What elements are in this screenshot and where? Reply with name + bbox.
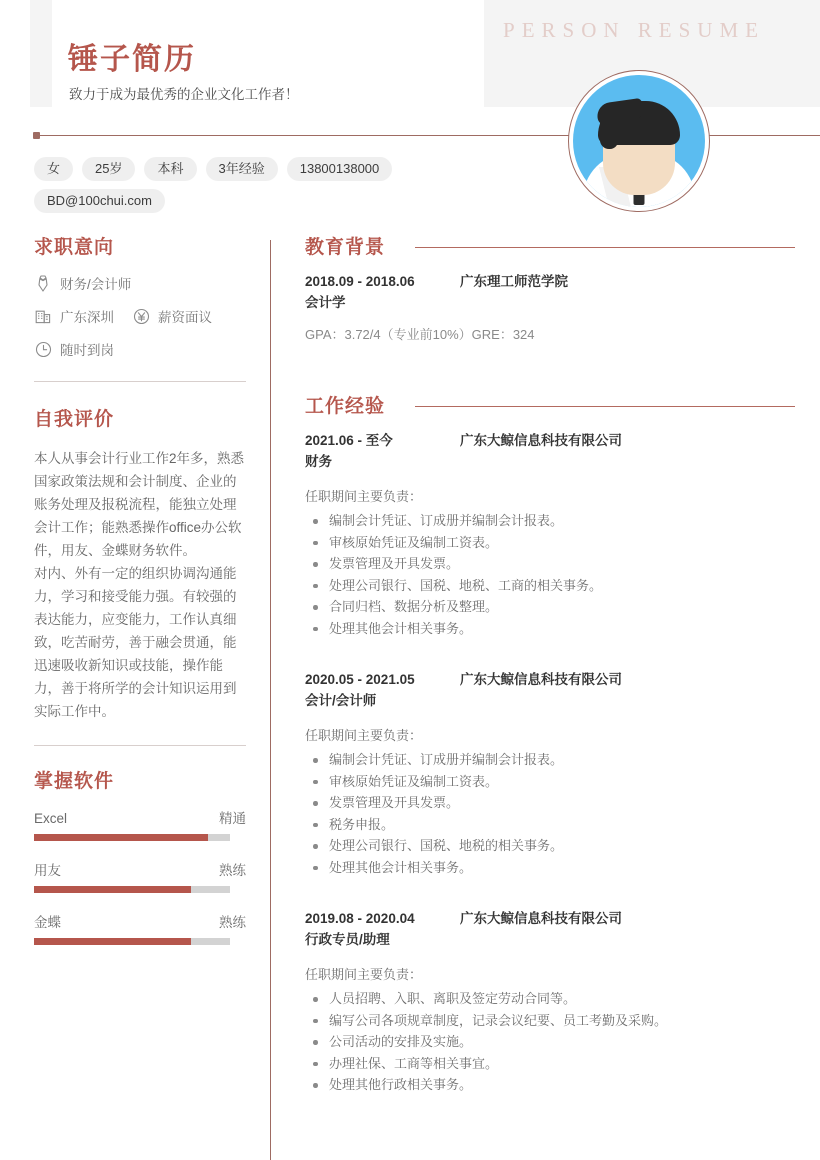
tag-education: 本科 (144, 157, 196, 181)
header-panel-left (30, 0, 52, 107)
skill-bar-track (34, 938, 230, 945)
experience-company: 广东大鲸信息科技有限公司 (460, 433, 622, 448)
experience-duty-item: 公司活动的安排及实施。 (305, 1031, 795, 1053)
self-evaluation-paragraph-2: 对内、外有一定的组织协调沟通能力，学习和接受能力强。有较强的表达能力，应变能力，工作认真细致，吃苦耐劳，善于融会贯通，能迅速吸收新知识或技能，操作能力，善于将所学的会计知识运用到实际工作中。 (34, 566, 237, 719)
skill-item (34, 807, 246, 841)
experience-duty-heading: 任职期间主要负责： (305, 967, 423, 982)
job-intention-salary-label: 薪资面议 (158, 310, 212, 325)
experience-entry (305, 430, 795, 639)
experience-duty-heading: 任职期间主要负责： (305, 489, 423, 504)
skill-name: Excel (34, 811, 68, 826)
section-title-self-evaluation: 自我评价 (34, 409, 115, 430)
job-intention-availability-label: 随时到岗 (60, 343, 114, 358)
skill-bar-fill (34, 886, 191, 893)
tag-phone: 13800138000 (287, 157, 393, 181)
skill-item (34, 911, 246, 945)
education-school: 广东理工师范学院 (460, 274, 568, 289)
experience-duty-item: 审核原始凭证及编制工资表。 (305, 532, 795, 554)
experience-duty-item: 处理公司银行、国税、地税、工商的相关事务。 (305, 575, 795, 597)
resume-body (0, 232, 820, 1160)
section-title-experience: 工作经验 (305, 396, 386, 417)
section-title-software-skills: 掌握软件 (34, 771, 115, 792)
experience-duty-list (305, 510, 795, 639)
section-header-education (305, 232, 795, 259)
self-evaluation-paragraph-1: 本人从事会计行业工作2年多，熟悉国家政策法规和会计制度、企业的账务处理及报税流程，能独立处理会计工作；能熟悉操作office办公软件，用友、金蝶财务软件。 (34, 451, 245, 558)
experience-duty-item: 编制会计凭证、订成册并编制会计报表。 (305, 510, 795, 532)
job-intention-salary (132, 306, 212, 326)
skill-bar-track (34, 886, 230, 893)
experience-duty-item: 人员招聘、入职、离职及签定劳动合同等。 (305, 988, 795, 1010)
skill-item (34, 859, 246, 893)
experience-duty-item: 编写公司各项规章制度，记录会议纪要、员工考勤及采购。 (305, 1010, 795, 1032)
job-intention-location-salary (34, 306, 246, 326)
skill-name: 金蝶 (34, 915, 61, 930)
skill-bar-track (34, 834, 230, 841)
section-rule (415, 247, 795, 249)
experience-role: 行政专员/助理 (305, 932, 390, 947)
experience-entry (305, 908, 795, 1096)
tag-gender: 女 (34, 157, 73, 181)
experience-date: 2021.06 - 至今 (305, 433, 393, 448)
resume-header (0, 0, 820, 232)
experience-duty-item: 税务申报。 (305, 814, 795, 836)
experience-list (305, 430, 795, 1096)
watermark-title: PERSON RESUME (503, 18, 765, 42)
job-intention-location-label: 广东深圳 (60, 310, 114, 325)
experience-duty-item: 编制会计凭证、订成册并编制会计报表。 (305, 749, 795, 771)
avatar (568, 70, 710, 212)
skill-name: 用友 (34, 863, 61, 878)
skill-bar-fill (34, 834, 208, 841)
skill-header (34, 859, 246, 879)
experience-company: 广东大鲸信息科技有限公司 (460, 911, 622, 926)
experience-date: 2020.05 - 2021.05 (305, 672, 415, 687)
experience-entry-line (305, 908, 795, 929)
column-divider (270, 240, 271, 1160)
self-evaluation-body (34, 447, 246, 723)
yen-circle-icon (132, 307, 150, 325)
tag-age: 25岁 (82, 157, 135, 181)
clock-icon (34, 340, 52, 358)
experience-duty-heading: 任职期间主要负责： (305, 728, 423, 743)
job-intention-position (34, 273, 246, 293)
experience-duty-item: 处理其他会计相关事务。 (305, 618, 795, 640)
experience-duty-item: 处理其他行政相关事务。 (305, 1074, 795, 1096)
tag-email: BD@100chui.com (34, 189, 165, 213)
contact-tags-row-1 (34, 157, 504, 181)
avatar-illustration (573, 75, 705, 207)
experience-company: 广东大鲸信息科技有限公司 (460, 672, 622, 687)
experience-duty-list (305, 988, 795, 1096)
job-intention-availability (34, 339, 246, 359)
education-entry (305, 271, 795, 345)
skill-level: 熟练 (219, 863, 246, 878)
experience-entry-line (305, 430, 795, 451)
skill-bar-fill (34, 938, 191, 945)
section-title-education: 教育背景 (305, 237, 386, 258)
education-date: 2018.09 - 2018.06 (305, 274, 415, 289)
skill-header (34, 911, 246, 931)
experience-entry (305, 669, 795, 878)
experience-duty-item: 合同归档、数据分析及整理。 (305, 596, 795, 618)
skill-level: 熟练 (219, 915, 246, 930)
left-divider-1 (34, 381, 246, 382)
contact-tags-row-2 (34, 189, 504, 213)
left-column (34, 232, 246, 963)
header-tagline: 致力于成为最优秀的企业文化工作者！ (69, 87, 299, 102)
job-intention-list (34, 273, 246, 359)
experience-duty-item: 发票管理及开具发票。 (305, 553, 795, 575)
page-title: 锤子简历 (68, 43, 196, 76)
experience-duty-item: 发票管理及开具发票。 (305, 792, 795, 814)
contact-tags (34, 157, 504, 221)
experience-duty-list (305, 749, 795, 878)
experience-duty-item: 办理社保、工商等相关事宜。 (305, 1053, 795, 1075)
education-major: 会计学 (305, 295, 346, 310)
section-title-job-intention: 求职意向 (34, 237, 115, 258)
experience-duty-item: 处理其他会计相关事务。 (305, 857, 795, 879)
skill-level: 精通 (219, 811, 246, 826)
job-intention-position-label: 财务/会计师 (60, 277, 132, 292)
experience-duty-item: 审核原始凭证及编制工资表。 (305, 771, 795, 793)
experience-entry-line (305, 669, 795, 690)
right-column (305, 232, 795, 1096)
building-icon (34, 307, 52, 325)
experience-date: 2019.08 - 2020.04 (305, 911, 415, 926)
experience-role: 会计/会计师 (305, 693, 377, 708)
skill-header (34, 807, 246, 827)
experience-role: 财务 (305, 454, 332, 469)
education-note: GPA：3.72/4（专业前10%）GRE：324 (305, 327, 535, 342)
tag-experience: 3年经验 (206, 157, 278, 181)
left-divider-2 (34, 745, 246, 746)
software-skills-list (34, 807, 246, 945)
tie-icon (34, 274, 52, 292)
section-header-experience (305, 391, 795, 418)
experience-duty-item: 处理公司银行、国税、地税的相关事务。 (305, 835, 795, 857)
section-rule (415, 406, 795, 408)
education-entry-line (305, 271, 795, 292)
spacer (305, 345, 795, 391)
